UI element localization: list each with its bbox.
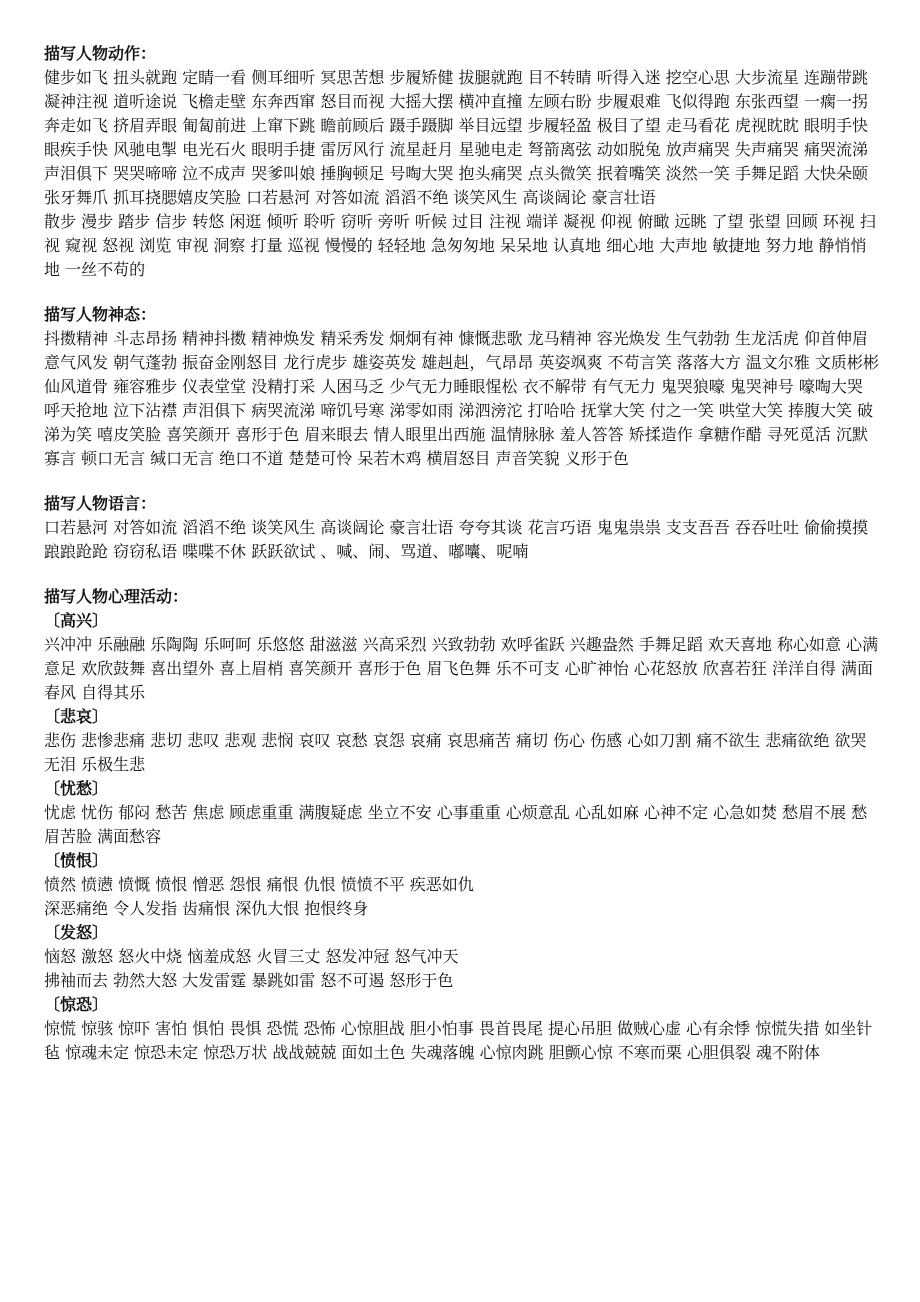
mind-group-text-worry: 忧虑 忧伤 郁闷 愁苦 焦虑 顾虑重重 满腹疑虑 坐立不安 心事重重 心烦意乱 心乱如麻 心神不定 心急如焚 愁眉不展 愁眉苦脸 满面愁容 xyxy=(44,803,868,846)
mind-group-line-anger-2: 拂袖而去 勃然大怒 大发雷霆 暴跳如雷 怒不可遏 怒形于色 xyxy=(44,971,454,990)
section-title-demeanor: 描写人物神态： xyxy=(44,305,157,324)
mind-group-label-fear: 〔惊恐〕 xyxy=(44,995,109,1014)
section-speech xyxy=(44,492,880,564)
mind-group-line-anger-1: 恼怒 激怒 怒火中烧 恼羞成怒 火冒三丈 怒发冲冠 怒气冲天 xyxy=(44,947,459,966)
mind-group-label-worry: 〔忧愁〕 xyxy=(44,779,109,798)
section-demeanor xyxy=(44,303,880,471)
section-action xyxy=(44,42,880,282)
section-mind xyxy=(44,585,880,1065)
mind-group-label-happy: 〔高兴〕 xyxy=(44,611,109,630)
mind-group-line-resentment-1: 愤然 愤懑 愤慨 愤恨 憎恶 怨恨 痛恨 仇恨 愤愤不平 疾恶如仇 xyxy=(44,875,474,894)
mind-group-label-resentment: 〔愤恨〕 xyxy=(44,851,109,870)
action-paragraph-1: 健步如飞 扭头就跑 定睛一看 侧耳细听 冥思苦想 步履矫健 拔腿就跑 目不转睛 听得入迷 挖空心思 大步流星 连蹦带跳 凝神注视 道听途说 飞檐走壁 东奔西窜 怒目而视 大摇大摆 横冲直撞 左顾右盼 步履艰难 飞似得跑 东张西望 一瘸一拐 奔走如飞 挤眉弄眼 匍匐前进 上窜下跳 瞻前顾后 蹑手蹑脚 举目远望 步履轻盈 极目了望 走马看花 虎视眈眈 眼明手快 眼疾手快 风驰电掣 电光石火 眼明手捷 雷厉风行 流星赶月 星驰电走 弩箭离弦 动如脱兔 放声痛哭 失声痛哭 痛哭流涕 声泪俱下 哭哭啼啼 泣不成声 哭爹叫娘 捶胸顿足 号啕大哭 抱头痛哭 点头微笑 抿着嘴笑 淡然一笑 手舞足蹈 大快朵颐 张牙舞爪 抓耳挠腮嬉皮笑脸 口若悬河 对答如流 滔滔不绝 谈笑风生 高谈阔论 豪言壮语 xyxy=(44,68,868,207)
mind-group-label-sad: 〔悲哀〕 xyxy=(44,707,109,726)
action-paragraph-2: 散步 漫步 踏步 信步 转悠 闲逛 倾听 聆听 窃听 旁听 听候 过目 注视 端详 凝视 仰视 俯瞰 远眺 了望 张望 回顾 环视 扫视 窥视 怒视 浏览 审视 洞察 打量 巡视 慢慢的 轻轻地 急匆匆地 呆呆地 认真地 细心地 大声地 敏捷地 努力地 静悄悄地 一丝不苟的 xyxy=(44,212,876,279)
speech-paragraph-1: 口若悬河 对答如流 滔滔不绝 谈笑风生 高谈阔论 豪言壮语 夸夸其谈 花言巧语 鬼鬼祟祟 支支吾吾 吞吞吐吐 偷偷摸摸 踉踉跄跄 窃窃私语 喋喋不休 跃跃欲试 、喊、闹、骂道、嘟囔、呢喃 xyxy=(44,518,868,561)
mind-group-text-fear: 惊慌 惊骇 惊吓 害怕 惧怕 畏惧 恐慌 恐怖 心惊胆战 胆小怕事 畏首畏尾 提心吊胆 做贼心虚 心有余悸 惊慌失措 如坐针毡 惊魂未定 惊恐未定 惊恐万状 战战兢兢 面如土色 失魂落魄 心惊肉跳 胆颤心惊 不寒而栗 心胆俱裂 魂不附体 xyxy=(44,1019,873,1062)
mind-group-text-happy: 兴冲冲 乐融融 乐陶陶 乐呵呵 乐悠悠 甜滋滋 兴高采烈 兴致勃勃 欢呼雀跃 兴趣盎然 手舞足蹈 欢天喜地 称心如意 心满意足 欢欣鼓舞 喜出望外 喜上眉梢 喜笑颜开 喜形于色 眉飞色舞 乐不可支 心旷神怡 心花怒放 欣喜若狂 洋洋自得 满面春风 自得其乐 xyxy=(44,635,879,702)
mind-group-text-sad: 悲伤 悲惨悲痛 悲切 悲叹 悲观 悲悯 哀叹 哀愁 哀怨 哀痛 哀思痛苦 痛切 伤心 伤感 心如刀割 痛不欲生 悲痛欲绝 欲哭无泪 乐极生悲 xyxy=(44,731,867,774)
section-title-speech: 描写人物语言： xyxy=(44,494,157,513)
mind-group-line-resentment-2: 深恶痛绝 令人发指 齿痛恨 深仇大恨 抱恨终身 xyxy=(44,899,369,918)
mind-group-label-anger: 〔发怒〕 xyxy=(44,923,109,942)
section-title-action: 描写人物动作： xyxy=(44,44,157,63)
section-title-mind: 描写人物心理活动： xyxy=(44,587,189,606)
demeanor-paragraph-1: 抖擞精神 斗志昂扬 精神抖擞 精神焕发 精采秀发 炯炯有神 慷慨悲歌 龙马精神 容光焕发 生气勃勃 生龙活虎 仰首伸眉 意气风发 朝气蓬勃 振奋金刚怒目 龙行虎步 雄姿英发 雄赳赳，气昂昂 英姿飒爽 不苟言笑 落落大方 温文尔雅 文质彬彬 仙风道骨 雍容雅步 仪表堂堂 没精打采 人困马乏 少气无力睡眼惺松 衣不解带 有气无力 鬼哭狼嚎 鬼哭神号 嚎啕大哭 呼天抢地 泣下沾襟 声泪俱下 病哭流涕 啼饥号寒 涕零如雨 涕泗滂沱 打哈哈 抚掌大笑 付之一笑 哄堂大笑 捧腹大笑 破涕为笑 嘻皮笑脸 喜笑颜开 喜形于色 眉来眼去 情人眼里出西施 温情脉脉 羞人答答 矫揉造作 拿糖作醋 寻死觅活 沉默寡言 顿口无言 缄口无言 绝口不道 楚楚可怜 呆若木鸡 横眉怒目 声音笑貌 义形于色 xyxy=(44,329,879,468)
